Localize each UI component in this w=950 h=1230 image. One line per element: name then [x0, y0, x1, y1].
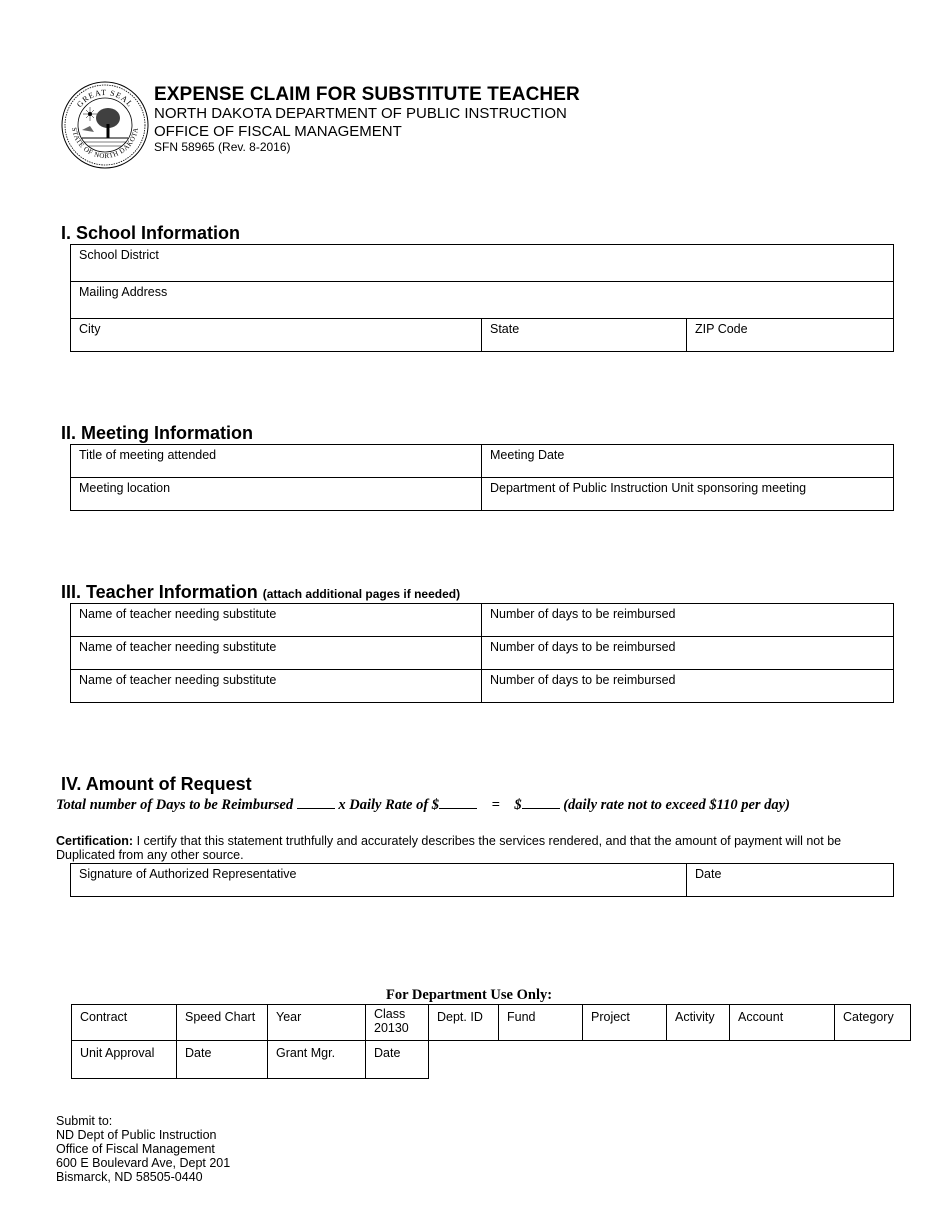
- section-4-heading: IV. Amount of Request: [61, 774, 252, 794]
- equals-sign: =: [491, 797, 500, 813]
- state-field[interactable]: [482, 319, 687, 352]
- certification-label: Certification:: [56, 834, 134, 848]
- zip-label: ZIP Code: [695, 322, 748, 336]
- grant-mgr-cell[interactable]: [268, 1041, 366, 1079]
- meeting-information-table: [70, 444, 894, 511]
- grant-mgr-label: Grant Mgr.: [276, 1046, 336, 1060]
- mailing-address-field[interactable]: [71, 282, 894, 319]
- north-dakota-seal-icon: [60, 80, 150, 170]
- dept-id-cell[interactable]: [429, 1005, 499, 1041]
- days-reimbursed-field[interactable]: [482, 604, 894, 637]
- rate-note: (daily rate not to exceed $110 per day): [563, 797, 790, 813]
- city-field[interactable]: [71, 319, 482, 352]
- meeting-date-label: Meeting Date: [490, 448, 565, 462]
- section-1-heading: I. School Information: [61, 223, 240, 243]
- contract-label: Contract: [80, 1010, 128, 1024]
- teacher-name-field[interactable]: [71, 670, 482, 703]
- empty-area: [429, 1041, 911, 1079]
- signature-date-label: Date: [695, 867, 722, 881]
- signature-date-field[interactable]: [687, 864, 894, 897]
- project-cell[interactable]: [583, 1005, 667, 1041]
- school-information-table: [70, 244, 894, 352]
- total-days-input[interactable]: [297, 796, 335, 809]
- approval-date-cell[interactable]: [177, 1041, 268, 1079]
- project-label: Project: [591, 1010, 630, 1024]
- teacher-name-label: Name of teacher needing substitute: [79, 607, 277, 621]
- year-label: Year: [276, 1010, 302, 1024]
- teacher-name-label: Name of teacher needing substitute: [79, 673, 277, 687]
- days-reimbursed-field[interactable]: [482, 670, 894, 703]
- days-reimbursed-label: Number of days to be reimbursed: [490, 640, 676, 654]
- activity-label: Activity: [675, 1010, 715, 1024]
- section-3-note: (attach additional pages if needed): [262, 587, 461, 601]
- meeting-location-label: Meeting location: [79, 481, 171, 495]
- class-label: Class: [374, 1007, 406, 1021]
- signature-table: [70, 863, 894, 897]
- city-label: City: [79, 322, 101, 336]
- daily-rate-input[interactable]: [439, 796, 477, 809]
- zip-field[interactable]: [687, 319, 894, 352]
- seal-top-text: GREAT SEAL: [74, 87, 136, 110]
- days-reimbursed-field[interactable]: [482, 637, 894, 670]
- signature-field[interactable]: [71, 864, 687, 897]
- meeting-title-field[interactable]: [71, 445, 482, 478]
- submit-address: [56, 1114, 230, 1184]
- form-title: EXPENSE CLAIM FOR SUBSTITUTE TEACHER: [154, 84, 580, 105]
- unit-approval-label: Unit Approval: [80, 1046, 155, 1060]
- class-cell[interactable]: [366, 1005, 429, 1041]
- category-label: Category: [843, 1010, 894, 1024]
- year-cell[interactable]: [268, 1005, 366, 1041]
- dollar-sign: $: [514, 797, 522, 813]
- speed-chart-cell[interactable]: [177, 1005, 268, 1041]
- section-3-heading: [61, 582, 460, 603]
- sponsoring-unit-field[interactable]: [482, 478, 894, 511]
- certification-text: I certify that this statement truthfully and accurately describes the services rendered, and that the amount of payment will not be Duplicated from any other source.: [56, 834, 842, 862]
- total-days-label: Total number of Days to be Reimbursed: [56, 797, 294, 813]
- submit-line: ND Dept of Public Instruction: [56, 1128, 217, 1142]
- total-amount-input[interactable]: [522, 796, 560, 809]
- department-use-title: For Department Use Only:: [386, 987, 553, 1003]
- office-name: OFFICE OF FISCAL MANAGEMENT: [154, 123, 402, 140]
- department-use-table: [71, 1004, 911, 1079]
- certification: [56, 834, 856, 862]
- class-value: 20130: [374, 1021, 409, 1035]
- fund-label: Fund: [507, 1010, 536, 1024]
- section-3-title: III. Teacher Information: [61, 582, 258, 602]
- svg-text:STATE OF NORTH DAKOTA: [70, 127, 140, 160]
- approval-date-label: Date: [185, 1046, 212, 1060]
- activity-cell[interactable]: [667, 1005, 730, 1041]
- school-district-field[interactable]: [71, 245, 894, 282]
- department-name: NORTH DAKOTA DEPARTMENT OF PUBLIC INSTRUCTION: [154, 105, 567, 122]
- section-2-heading: II. Meeting Information: [61, 423, 253, 443]
- school-district-label: School District: [79, 248, 159, 262]
- dept-id-label: Dept. ID: [437, 1010, 483, 1024]
- sponsoring-unit-label: Department of Public Instruction Unit sponsoring meeting: [490, 481, 807, 495]
- speed-chart-label: Speed Chart: [185, 1010, 256, 1024]
- form-number: SFN 58965 (Rev. 8-2016): [154, 140, 291, 154]
- submit-label: Submit to:: [56, 1114, 113, 1128]
- meeting-date-field[interactable]: [482, 445, 894, 478]
- mailing-address-label: Mailing Address: [79, 285, 168, 299]
- submit-line: Office of Fiscal Management: [56, 1142, 215, 1156]
- account-label: Account: [738, 1010, 784, 1024]
- contract-cell[interactable]: [72, 1005, 177, 1041]
- days-reimbursed-label: Number of days to be reimbursed: [490, 673, 676, 687]
- amount-line: [56, 796, 790, 814]
- days-reimbursed-label: Number of days to be reimbursed: [490, 607, 676, 621]
- signature-label: Signature of Authorized Representative: [79, 867, 297, 881]
- seal-bottom-text: STATE OF NORTH DAKOTA: [70, 126, 140, 161]
- category-cell[interactable]: [835, 1005, 911, 1041]
- state-label: State: [490, 322, 520, 336]
- teacher-information-table: [70, 603, 894, 703]
- meeting-location-field[interactable]: [71, 478, 482, 511]
- meeting-title-label: Title of meeting attended: [79, 448, 217, 462]
- teacher-name-field[interactable]: [71, 604, 482, 637]
- account-cell[interactable]: [730, 1005, 835, 1041]
- daily-rate-label: x Daily Rate of $: [338, 797, 440, 813]
- teacher-name-field[interactable]: [71, 637, 482, 670]
- submit-line: 600 E Boulevard Ave, Dept 201: [56, 1156, 231, 1170]
- fund-cell[interactable]: [499, 1005, 583, 1041]
- grant-date-label: Date: [374, 1046, 401, 1060]
- grant-date-cell[interactable]: [366, 1041, 429, 1079]
- submit-line: Bismarck, ND 58505-0440: [56, 1170, 203, 1184]
- unit-approval-cell[interactable]: [72, 1041, 177, 1079]
- teacher-name-label: Name of teacher needing substitute: [79, 640, 277, 654]
